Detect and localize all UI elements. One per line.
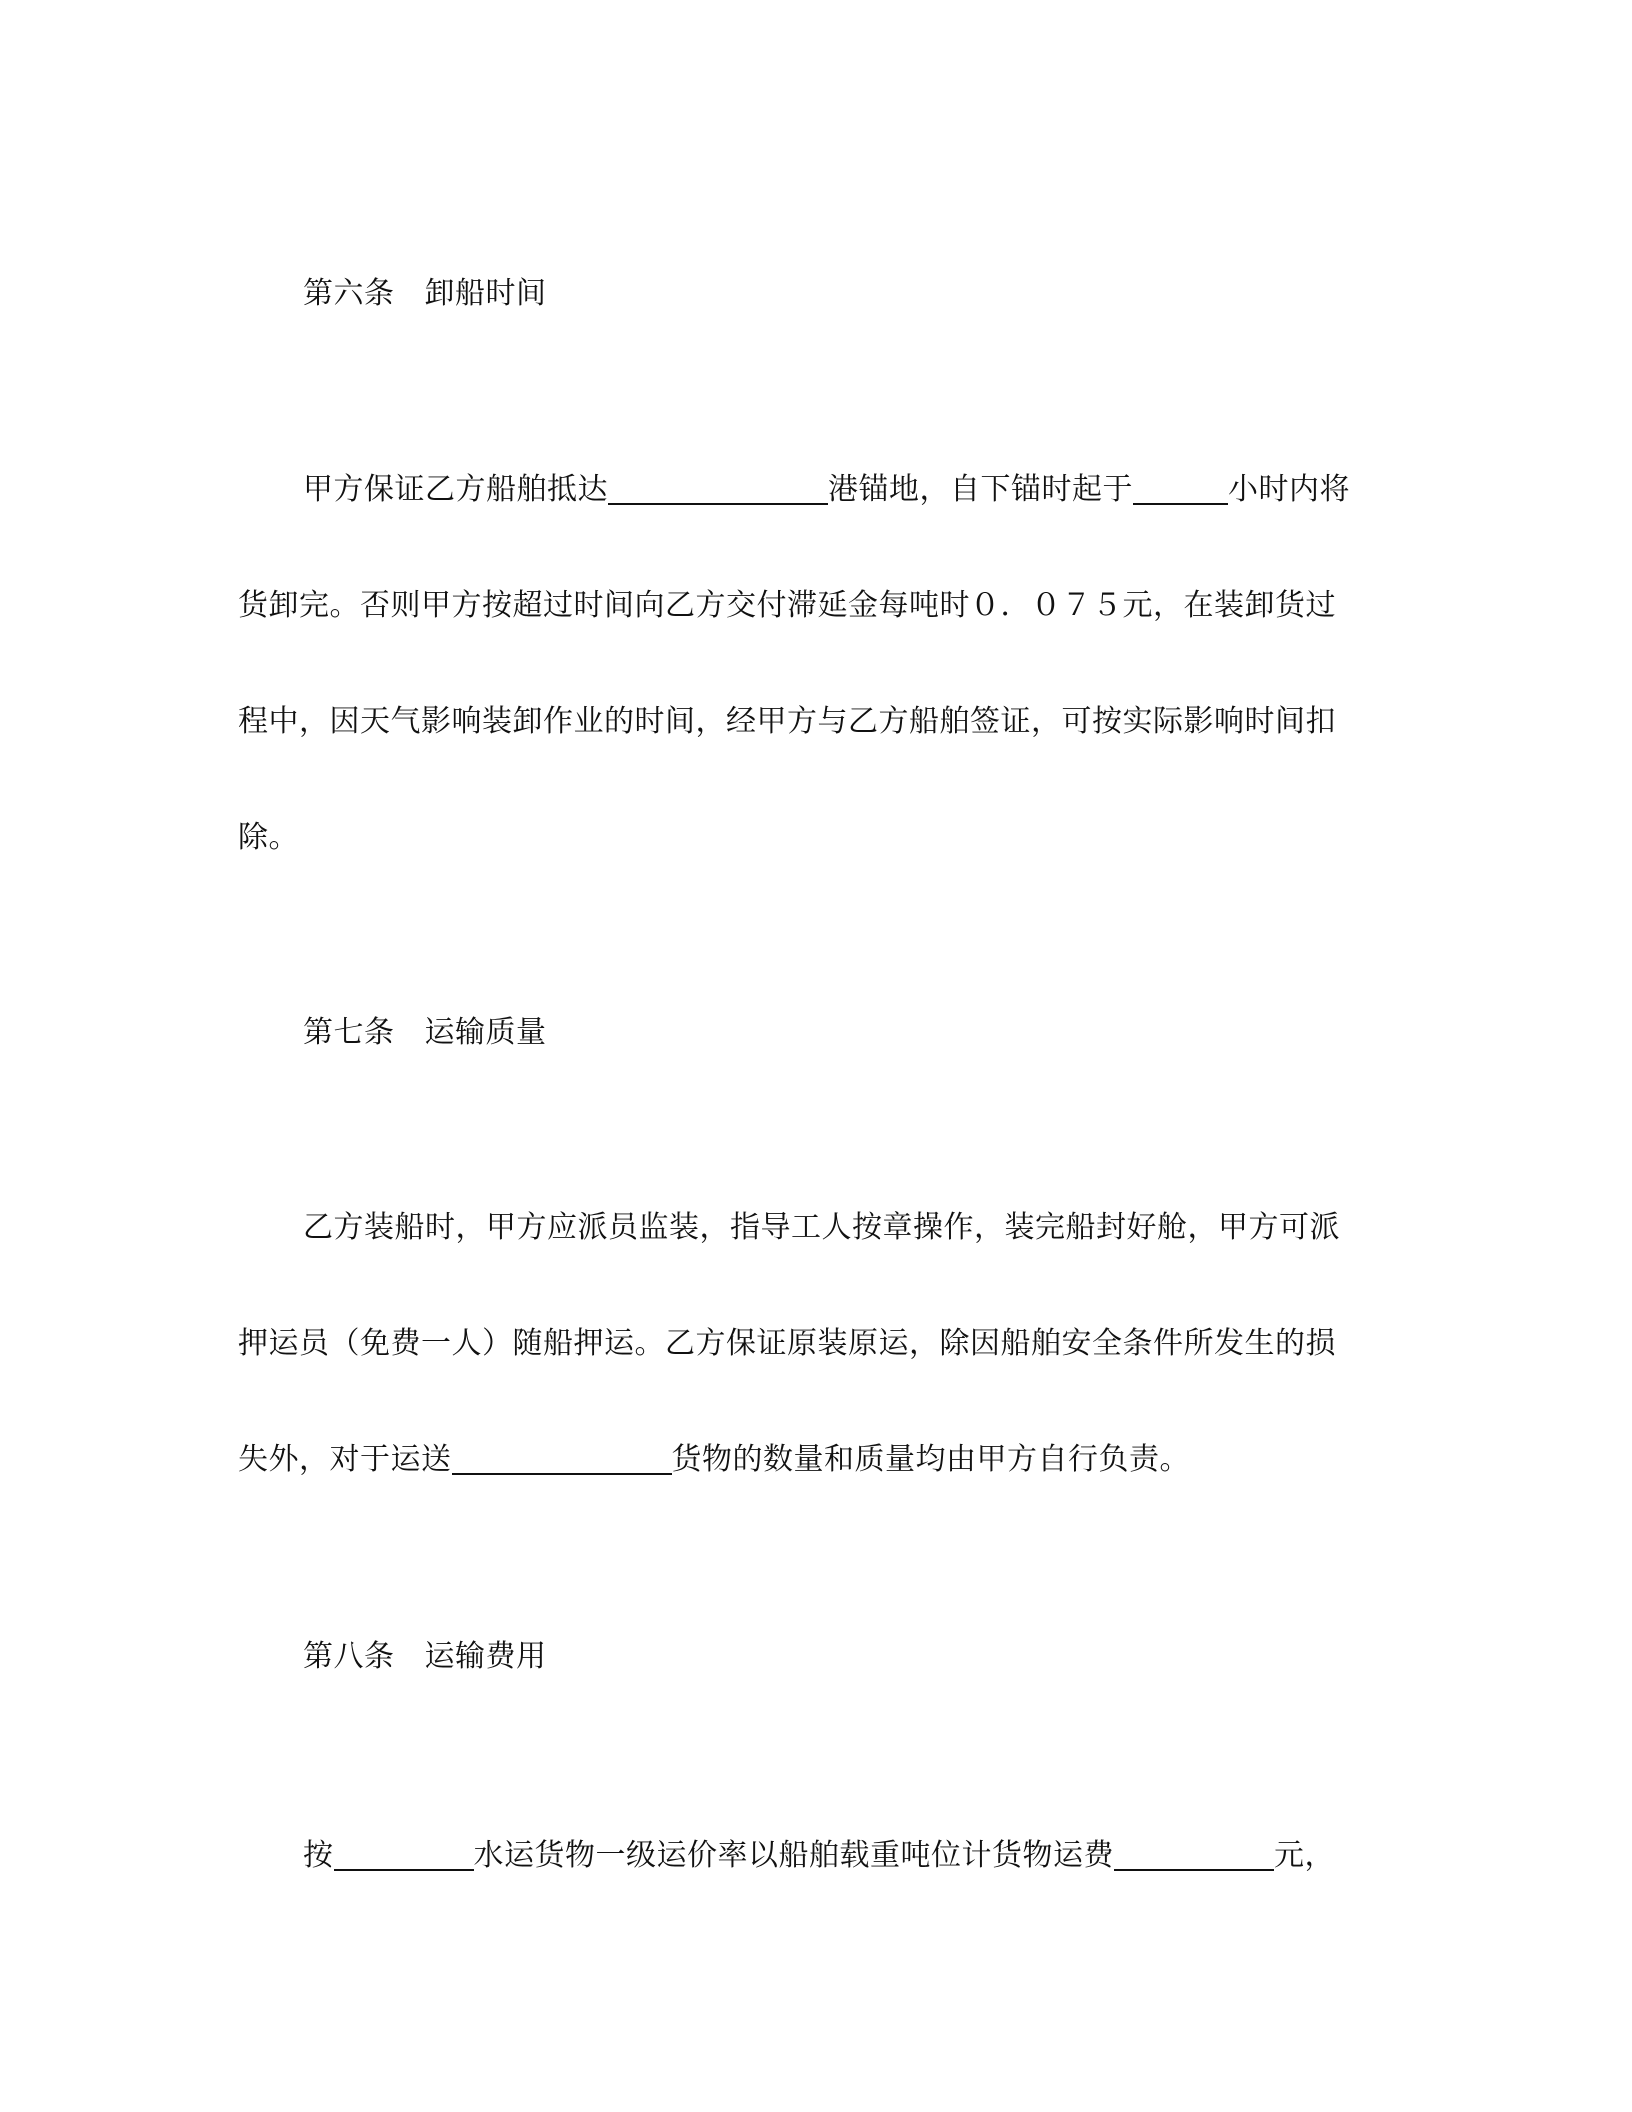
- text-segment: 失外，对于运送: [238, 1442, 452, 1477]
- blank-hours-field: [1133, 475, 1228, 505]
- section-6-number: 第六条: [303, 276, 395, 311]
- text-segment: 港锚地，自下锚时起于: [828, 472, 1133, 507]
- section-7-line-2: 押运员（免费一人）随船押运。乙方保证原装原运，除因船舶安全条件所发生的损: [238, 1326, 1336, 1361]
- section-7-line-1: 乙方装船时，甲方应派员监装，指导工人按章操作，装完船封好舱，甲方可派: [303, 1210, 1340, 1245]
- blank-cargo-field: [452, 1445, 672, 1475]
- section-8-line-1: [303, 1836, 1335, 1876]
- blank-port-field: [608, 475, 828, 505]
- text-segment: 小时内将: [1228, 472, 1350, 507]
- text-segment: 水运货物一级运价率以船舶载重吨位计货物运费: [473, 1838, 1114, 1873]
- section-8-number: 第八条: [303, 1639, 395, 1674]
- text-segment: 元，: [1274, 1838, 1335, 1873]
- section-6-line-1: [303, 470, 1350, 510]
- section-6-line-3: 程中，因天气影响装卸作业的时间，经甲方与乙方船舶签证，可按实际影响时间扣: [238, 704, 1336, 739]
- text-segment: 货物的数量和质量均由甲方自行负责。: [671, 1442, 1190, 1477]
- section-6-heading: [303, 274, 547, 314]
- section-6-title: 卸船时间: [424, 276, 547, 311]
- section-7-number: 第七条: [303, 1015, 395, 1050]
- section-8-heading: [303, 1637, 547, 1677]
- section-7-line-3: [238, 1440, 1190, 1480]
- section-7-title: 运输质量: [424, 1015, 547, 1050]
- blank-rate-standard-field: [334, 1841, 474, 1871]
- section-6-line-2: 货卸完。否则甲方按超过时间向乙方交付滞延金每吨时０．０７５元，在装卸货过: [238, 588, 1336, 623]
- section-8-title: 运输费用: [424, 1639, 547, 1674]
- text-segment: 甲方保证乙方船舶抵达: [303, 472, 608, 507]
- text-segment: 按: [303, 1838, 334, 1873]
- blank-freight-amount-field: [1114, 1841, 1274, 1871]
- section-7-heading: [303, 1013, 547, 1053]
- section-6-line-4: 除。: [238, 820, 299, 855]
